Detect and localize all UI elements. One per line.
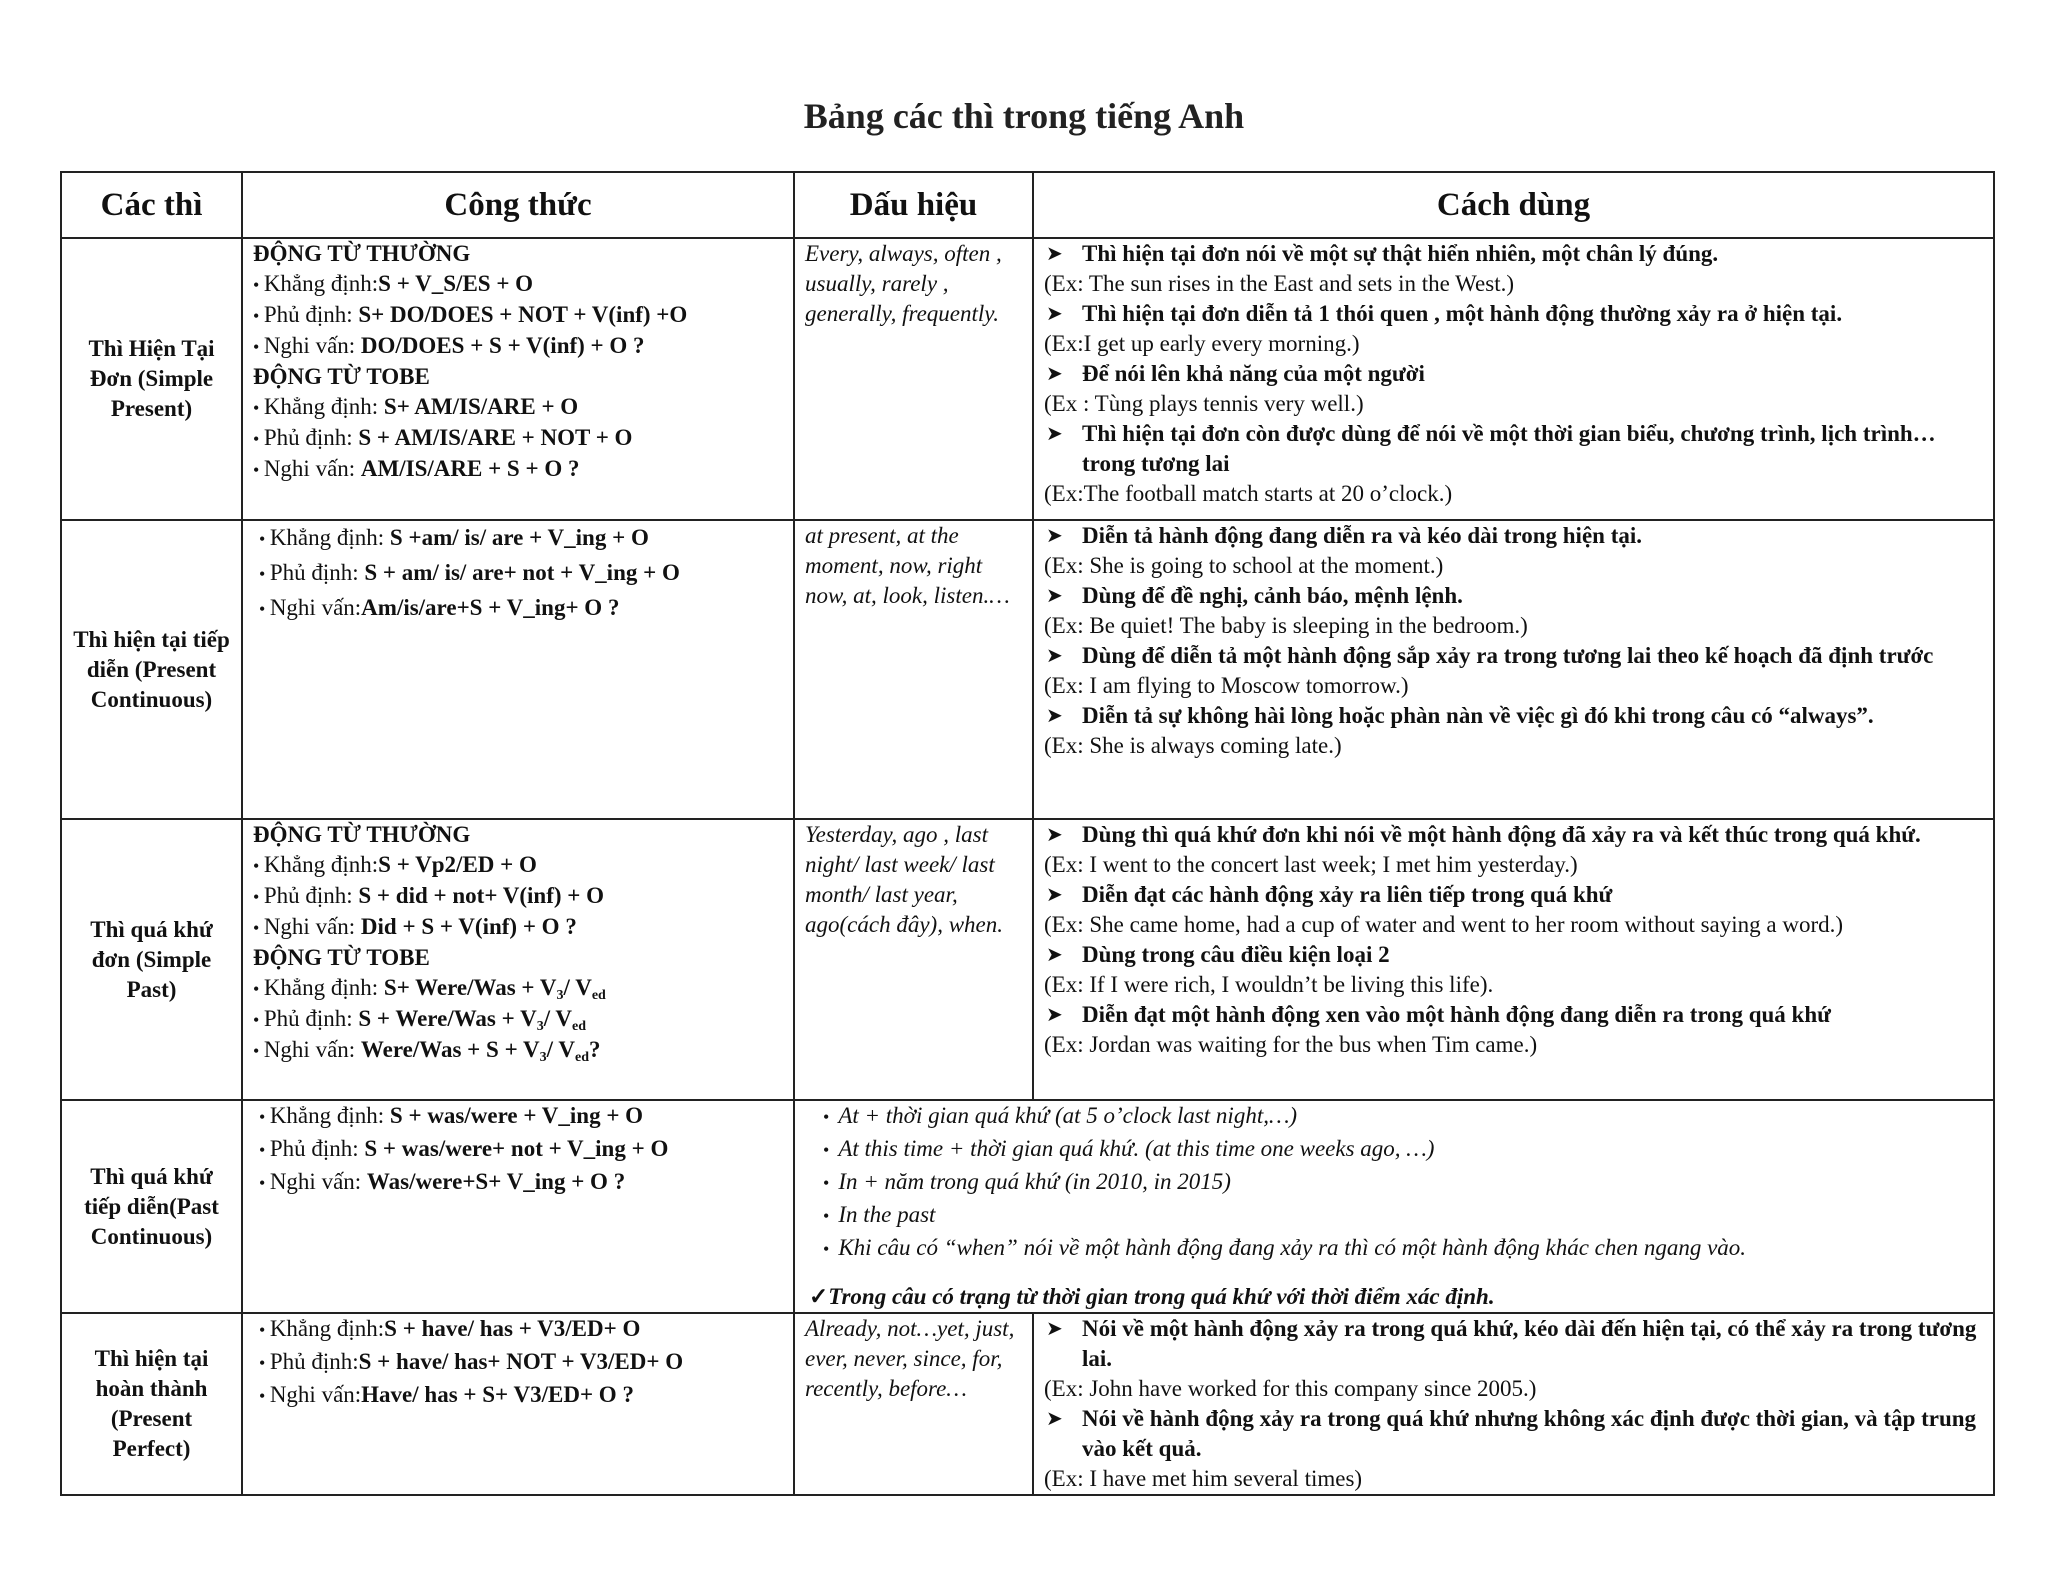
usage-item: ➤ Dùng thì quá khứ đơn khi nói về một hành động đã xảy ra và kết thúc trong quá khứ. xyxy=(1044,820,1983,850)
formula-line: • Nghi vấn: DO/DOES + S + V(inf) + O ? xyxy=(253,331,783,362)
table-row xyxy=(61,1100,1994,1313)
formula-group-title: ĐỘNG TỪ THƯỜNG xyxy=(253,241,471,266)
formula-line: • Phủ định: S+ DO/DOES + NOT + V(inf) +O xyxy=(253,300,783,331)
formula-line: • Nghi vấn: Were/Was + $S + V_3/$ $V_{ed}$? xyxy=(253,1035,783,1066)
tense-name: Thì Hiện Tại Đơn (Simple Present) xyxy=(61,238,242,520)
signal-item: • Khi câu có “when” nói về một hành động đang xảy ra thì có một hành động khác chen ngang vào. xyxy=(809,1233,1983,1264)
tense-name: Thì hiện tại tiếp diễn (Present Continuous) xyxy=(61,520,242,819)
table-row xyxy=(61,238,1994,520)
arrow-icon: ➤ xyxy=(1046,645,1063,667)
formula-line: • Phủ định:S + have/ has+ NOT + V3/ED+ O xyxy=(259,1347,783,1378)
formula-group-title: ĐỘNG TỪ THƯỜNG xyxy=(253,822,471,847)
table-row xyxy=(61,1313,1994,1495)
arrow-icon: ➤ xyxy=(1046,525,1063,547)
arrow-icon: ➤ xyxy=(1046,884,1063,906)
tense-name: Thì quá khứ đơn (Simple Past) xyxy=(61,819,242,1100)
arrow-icon: ➤ xyxy=(1046,824,1063,846)
usage-example: (Ex:The football match starts at 20 o’clock.) xyxy=(1044,481,1453,506)
formula-line: • Phủ định: S + was/were+ not + V_ing + O xyxy=(259,1134,783,1165)
checkmark-icon: ✓ xyxy=(809,1284,829,1309)
usage-example: (Ex: If I were rich, I wouldn’t be living this life). xyxy=(1044,972,1494,997)
formula-line: • Khẳng định:S + V_S/ES + O xyxy=(253,269,783,300)
arrow-icon: ➤ xyxy=(1046,1318,1063,1340)
formula-cell xyxy=(242,238,794,520)
formula-line: • Khẳng định:S + Vp2/ED + O xyxy=(253,850,783,881)
usage-example: (Ex: Jordan was waiting for the bus when Tim came.) xyxy=(1044,1032,1538,1057)
usage-example: (Ex: I have met him several times) xyxy=(1044,1466,1363,1491)
arrow-icon: ➤ xyxy=(1046,1408,1063,1430)
formula-cell xyxy=(242,819,794,1100)
usage-example: (Ex: She is always coming late.) xyxy=(1044,733,1342,758)
formula-line: • Khẳng định: S +am/ is/ are + V_ing + O xyxy=(259,523,783,554)
formula-line: • Nghi vấn:Am/is/are+S + V_ing+ O ? xyxy=(259,593,783,624)
usage-item: ➤ Dùng trong câu điều kiện loại 2 xyxy=(1044,940,1983,970)
signals-cell: Yesterday, ago , last night/ last week/ last month/ last year, ago(cách đây), when. xyxy=(794,819,1033,1100)
usage-item: ➤ Thì hiện tại đơn diễn tả 1 thói quen , một hành động thường xảy ra ở hiện tại. xyxy=(1044,299,1983,329)
usage-example: (Ex: She came home, had a cup of water and went to her room without saying a word.) xyxy=(1044,912,1844,937)
usage-item: ➤ Nói về một hành động xảy ra trong quá khứ, kéo dài đến hiện tại, có thể xảy ra trong tương lai. xyxy=(1046,1316,1977,1371)
arrow-icon: ➤ xyxy=(1046,363,1063,385)
tense-name: Thì hiện tại hoàn thành (Present Perfect) xyxy=(61,1313,242,1495)
formula-line: • Phủ định: S + Were/Was + $V_3/$ $V_{ed}$ xyxy=(253,1004,783,1035)
arrow-icon: ➤ xyxy=(1046,705,1063,727)
header-usage: Cách dùng xyxy=(1033,172,1994,238)
formula-line: • Nghi vấn: Did + S + V(inf) + O ? xyxy=(253,912,783,943)
formula-line: • Nghi vấn:Have/ has + S+ V3/ED+ O ? xyxy=(259,1380,783,1411)
table-header-row xyxy=(61,172,1994,238)
formula-line: • Phủ định: S + did + not+ V(inf) + O xyxy=(253,881,783,912)
signals-cell: Every, always, often , usually, rarely , generally, frequently. xyxy=(794,238,1033,520)
table-row xyxy=(61,819,1994,1100)
formula-cell xyxy=(242,1313,794,1495)
formula-group-title: ĐỘNG TỪ TOBE xyxy=(253,945,430,970)
header-signals: Dấu hiệu xyxy=(794,172,1033,238)
usage-item: ➤ Diễn tả sự không hài lòng hoặc phàn nàn về việc gì đó khi trong câu có “always”. xyxy=(1044,701,1983,731)
usage-item: ➤ Dùng để diễn tả một hành động sắp xảy ra trong tương lai theo kế hoạch đã định trước xyxy=(1044,641,1983,671)
signals-cell xyxy=(794,1100,1994,1313)
arrow-icon: ➤ xyxy=(1046,944,1063,966)
table-row xyxy=(61,520,1994,819)
usage-example: (Ex: She is going to school at the moment.) xyxy=(1044,553,1444,578)
usage-item: ➤ Diễn đạt các hành động xảy ra liên tiếp trong quá khứ xyxy=(1044,880,1983,910)
usage-cell xyxy=(1033,238,1994,520)
usage-item: ➤ Thì hiện tại đơn nói về một sự thật hiển nhiên, một chân lý đúng. xyxy=(1044,239,1983,269)
usage-item: ➤ Nói về hành động xảy ra trong quá khứ nhưng không xác định được thời gian, và tập trung vào kết quả. xyxy=(1046,1406,1977,1461)
usage-item: ➤ Thì hiện tại đơn còn được dùng để nói về một thời gian biểu, chương trình, lịch trình…trong tương lai xyxy=(1046,421,1936,476)
formula-line: • Phủ định: S + am/ is/ are+ not + V_ing + O xyxy=(259,558,783,589)
signals-cell: at present, at the moment, now, right now, at, look, listen.… xyxy=(794,520,1033,819)
usage-cell xyxy=(1033,819,1994,1100)
arrow-icon: ➤ xyxy=(1046,1004,1063,1026)
formula-line: • Khẳng định: S+ AM/IS/ARE + O xyxy=(253,392,783,423)
formula-group-title: ĐỘNG TỪ TOBE xyxy=(253,364,430,389)
tense-name: Thì quá khứ tiếp diễn(Past Continuous) xyxy=(61,1100,242,1313)
page-title: Bảng các thì trong tiếng Anh xyxy=(803,96,1245,136)
usage-example: (Ex: John have worked for this company since 2005.) xyxy=(1044,1376,1537,1401)
formula-line: • Khẳng định:S + have/ has + V3/ED+ O xyxy=(259,1314,783,1345)
usage-example: (Ex:I get up early every morning.) xyxy=(1044,331,1360,356)
usage-example: (Ex: The sun rises in the East and sets in the West.) xyxy=(1044,271,1514,296)
formula-line: • Phủ định: S + AM/IS/ARE + NOT + O xyxy=(253,423,783,454)
usage-cell xyxy=(1033,520,1994,819)
formula-cell xyxy=(242,520,794,819)
usage-cell xyxy=(1033,1313,1994,1495)
signals-cell: Already, not…yet, just, ever, never, since, for, recently, before… xyxy=(794,1313,1033,1495)
usage-example: (Ex: I went to the concert last week; I met him yesterday.) xyxy=(1044,852,1578,877)
arrow-icon: ➤ xyxy=(1046,585,1063,607)
usage-item: ➤ Diễn tả hành động đang diễn ra và kéo dài trong hiện tại. xyxy=(1044,521,1983,551)
signal-item: • At + thời gian quá khứ (at 5 o’clock last night,…) xyxy=(809,1101,1983,1132)
usage-item: ➤ Dùng để đề nghị, cảnh báo, mệnh lệnh. xyxy=(1044,581,1983,611)
header-formula: Công thức xyxy=(242,172,794,238)
formula-line: • Khẳng định: S+ Were/Was + $V_3/$ $V_{ed}$ xyxy=(253,973,783,1004)
signal-item: • In the past xyxy=(809,1200,1983,1231)
usage-item: ➤ Để nói lên khả năng của một người xyxy=(1044,359,1983,389)
tense-table xyxy=(60,171,1995,1496)
header-tenses: Các thì xyxy=(61,172,242,238)
usage-example: (Ex: Be quiet! The baby is sleeping in the bedroom.) xyxy=(1044,613,1528,638)
usage-example: (Ex : Tùng plays tennis very well.) xyxy=(1044,391,1364,416)
formula-line: • Nghi vấn: AM/IS/ARE + S + O ? xyxy=(253,454,783,485)
note: ✓Trong câu có trạng từ thời gian trong quá khứ với thời điểm xác định. xyxy=(809,1284,1495,1309)
formula-line: • Nghi vấn: Was/were+S+ V_ing + O ? xyxy=(259,1167,783,1198)
usage-item: ➤ Diễn đạt một hành động xen vào một hành động đang diễn ra trong quá khứ xyxy=(1044,1000,1983,1030)
usage-example: (Ex: I am flying to Moscow tomorrow.) xyxy=(1044,673,1409,698)
arrow-icon: ➤ xyxy=(1046,243,1063,265)
formula-line: • Khẳng định: S + was/were + V_ing + O xyxy=(259,1101,783,1132)
formula-cell xyxy=(242,1100,794,1313)
arrow-icon: ➤ xyxy=(1046,423,1063,445)
signal-item: • In + năm trong quá khứ (in 2010, in 2015) xyxy=(809,1167,1983,1198)
signal-item: • At this time + thời gian quá khứ. (at this time one weeks ago, …) xyxy=(809,1134,1983,1165)
arrow-icon: ➤ xyxy=(1046,303,1063,325)
